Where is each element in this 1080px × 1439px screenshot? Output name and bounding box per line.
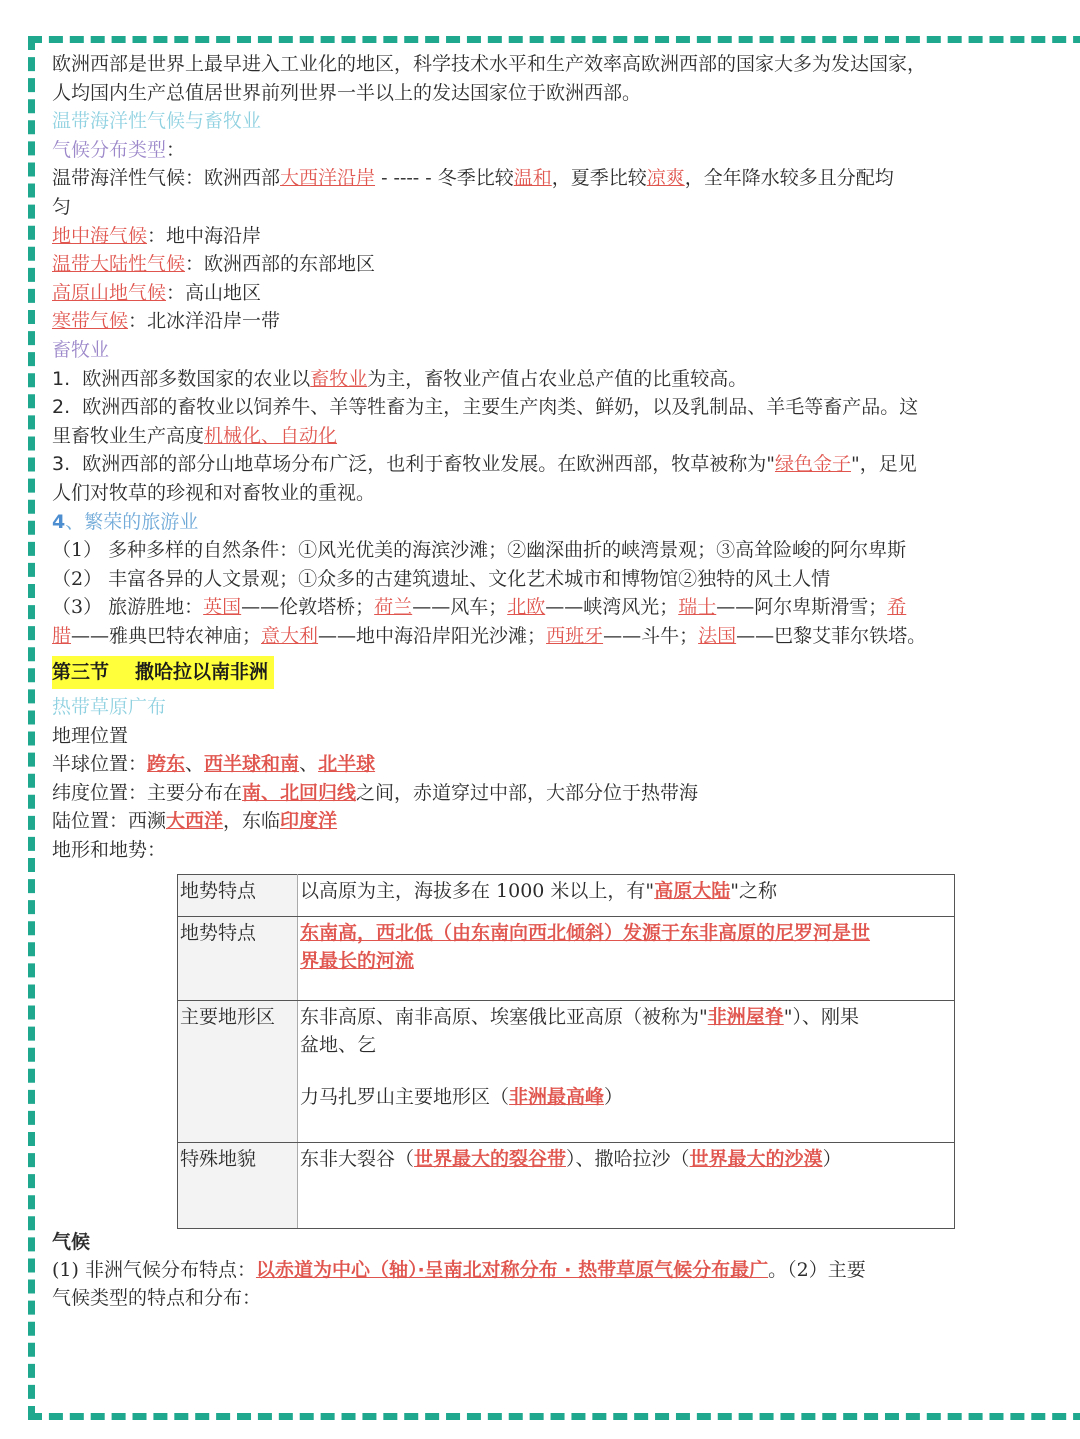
point-text: 欧洲西部的部分山地草场分布广泛，也利于畜牧业发展。在欧洲西部，牧草被称为": [82, 453, 775, 476]
country: 瑞士: [678, 596, 717, 619]
country: 意大利: [261, 624, 319, 647]
country: 英国: [203, 596, 242, 619]
heading-climate-types-label: 气候分布类型: [52, 138, 167, 161]
sight: ——伦敦塔桥；: [241, 596, 375, 619]
climate-region: ：高山地区: [166, 281, 262, 304]
country: 北欧: [507, 596, 546, 619]
row-key: 主要地形区: [178, 1001, 298, 1143]
continental-climate-line: [52, 250, 1052, 279]
label: 纬度位置：主要分布在: [52, 781, 243, 804]
highlight: 印度洋: [280, 810, 338, 833]
country: 西班牙: [546, 624, 604, 647]
cell-line: 盆地、乞: [300, 1034, 377, 1056]
climate-line-1: [52, 1256, 1052, 1284]
cell-highlight: 高原大陆: [654, 880, 731, 902]
table-row: [178, 875, 955, 917]
heading-climate-husbandry: 温带海洋性气候与畜牧业: [52, 110, 262, 133]
alpine-climate-line: [52, 279, 1052, 308]
highlight: 大西洋: [166, 810, 224, 833]
cell-highlight: 世界最大的沙漠: [689, 1148, 823, 1170]
oceanic-highlight: 凉爽: [646, 167, 685, 190]
cold-climate-line: [52, 307, 1052, 336]
section-heading-africa: [52, 656, 274, 689]
point-text: "，足见: [851, 453, 917, 476]
cell-text: 东非高原、南非高原、埃塞俄比亚高原（被称为": [300, 1006, 708, 1028]
separator: 、: [185, 753, 205, 776]
cell-text: 东非大裂谷（: [300, 1148, 415, 1170]
climate-name: 高原山地气候: [52, 281, 167, 304]
heading-climate: 气候: [52, 1231, 91, 1253]
cell-line: [300, 1083, 952, 1111]
highlight: 南、北回归线: [242, 781, 357, 804]
oceanic-text: - ---- - 冬季比较: [375, 167, 514, 190]
text: 之间，赤道穿过中部，大部分位于热带海: [356, 781, 699, 804]
list-number: 3.: [52, 453, 71, 476]
cell-highlight: 东南高，西北低（由东南向西北倾斜）发源于东非高原的尼罗河是世: [300, 922, 871, 944]
highlight: 西半球和南: [204, 753, 300, 776]
tourism-item-3: [52, 593, 1052, 622]
sight: ——雅典巴特农神庙；: [71, 624, 262, 647]
cell-highlight: 非洲最高峰: [509, 1086, 605, 1108]
intro-line-1: 欧洲西部是世界上最早进入工业化的地区，科学技术水平和生产效率高欧洲西部的国家大多为发达国家，: [52, 53, 927, 75]
highlight: 跨东: [147, 753, 186, 776]
point-text: 里畜牧业生产高度: [52, 424, 205, 447]
country: 荷兰: [374, 596, 413, 619]
row-value: [298, 917, 955, 1001]
mediterranean-climate-line: [52, 222, 1052, 251]
table-row: [178, 1001, 955, 1143]
point-text: 欧洲西部多数国家的农业以: [82, 367, 311, 390]
colon: ：: [166, 138, 186, 161]
husbandry-point-1: [52, 365, 1052, 394]
climate-name: 寒带气候: [52, 310, 129, 333]
oceanic-climate-line: [52, 164, 1052, 193]
row-key: 地势特点: [178, 917, 298, 1001]
point-text: 欧洲西部的畜牧业以饲养牛、羊等牲畜为主，主要生产肉类、鲜奶，以及乳制品、羊毛等畜产品。这: [82, 396, 919, 419]
climate-section: [52, 1228, 1052, 1312]
row-value: [298, 875, 955, 917]
heading-number: 4: [52, 510, 66, 533]
text: 。（2）主要: [768, 1259, 866, 1281]
sight: ——斗牛；: [603, 624, 699, 647]
label: (1) 非洲气候分布特点：: [52, 1259, 256, 1281]
cell-text: ）: [822, 1148, 842, 1170]
list-number: 1.: [52, 367, 71, 390]
climate-name: 地中海气候: [52, 224, 148, 247]
row-value: [298, 1143, 955, 1229]
cell-text: "）、刚果: [783, 1006, 860, 1028]
cell-text: ）、撒哈拉沙（: [566, 1148, 690, 1170]
section-number: 第三节: [52, 661, 110, 684]
oceanic-climate-line-2: 匀: [52, 195, 72, 218]
table-row: [178, 917, 955, 1001]
tourism-item-3-cont: [52, 622, 1052, 651]
table-row: [178, 1143, 955, 1229]
tourism-item-2: （2） 丰富各异的人文景观；①众多的古建筑遗址、文化艺术城市和博物馆②独特的风土人情: [52, 567, 831, 590]
row-value: [298, 1001, 955, 1143]
cell-highlight: 非洲屋脊: [707, 1006, 784, 1028]
hemisphere-line: [52, 750, 1052, 779]
list-number: 2.: [52, 396, 71, 419]
cell-text: ）: [604, 1086, 624, 1108]
cell-text: 以高原为主，海拔多在 1000 米以上，有": [300, 880, 655, 902]
europe-section: [52, 50, 1052, 865]
country: 腊: [52, 624, 72, 647]
text: ，东临: [223, 810, 281, 833]
oceanic-label: 温带海洋性气候：欧洲西部: [52, 167, 281, 190]
cell-highlight: 世界最大的裂谷带: [414, 1148, 567, 1170]
separator: 、: [299, 753, 319, 776]
sight: ——阿尔卑斯滑雪；: [716, 596, 888, 619]
point-highlight: 绿色金子: [774, 453, 851, 476]
label: 半球位置：: [52, 753, 148, 776]
sight: ——峡湾风光；: [545, 596, 679, 619]
cell-highlight: 界最长的河流: [300, 950, 415, 972]
cell-line: [300, 1003, 952, 1031]
climate-region: ：地中海沿岸: [147, 224, 262, 247]
row-key: 特殊地貌: [178, 1143, 298, 1229]
highlight: 以赤道为中心（轴）·呈南北对称分布 · 热带草原气候分布最广: [255, 1259, 769, 1281]
climate-region: ：北冰洋沿岸一带: [128, 310, 281, 333]
oceanic-text: ，全年降水较多且分配均: [684, 167, 894, 190]
heading-text: 、繁荣的旅游业: [65, 510, 199, 533]
husbandry-point-2-cont: [52, 422, 1052, 451]
country: 希: [887, 596, 907, 619]
section-title: 撒哈拉以南非洲: [135, 661, 269, 684]
item-label: （3） 旅游胜地：: [52, 596, 204, 619]
land-sea-line: [52, 807, 1052, 836]
sight: ——地中海沿岸阳光沙滩；: [318, 624, 547, 647]
oceanic-text: ，夏季比较: [551, 167, 647, 190]
oceanic-highlight: 大西洋沿岸: [280, 167, 376, 190]
intro-line-2: 人均国内生产总值居世界前列世界一半以上的发达国家位于欧洲西部。: [52, 81, 642, 104]
country: 法国: [698, 624, 737, 647]
oceanic-highlight: 温和: [513, 167, 552, 190]
heading-terrain: 地形和地势：: [52, 839, 167, 862]
heading-climate-types: [52, 136, 1052, 165]
row-key: 地势特点: [178, 875, 298, 917]
latitude-line: [52, 779, 1052, 808]
husbandry-point-3: [52, 450, 1052, 479]
point-text: 为主，畜牧业产值占农业总产值的比重较高。: [367, 367, 748, 390]
climate-name: 温带大陆性气候: [52, 253, 186, 276]
husbandry-point-2: [52, 393, 1052, 422]
tourism-item-1: （1） 多种多样的自然条件：①风光优美的海滨沙滩；②幽深曲折的峡湾景观；③高耸险峻的阿尔卑斯: [52, 539, 907, 562]
cell-text: 力马扎罗山主要地形区（: [300, 1086, 510, 1108]
cell-text: "之称: [730, 880, 777, 902]
highlight: 北半球: [318, 753, 376, 776]
terrain-table: [177, 874, 955, 1229]
climate-line-2: 气候类型的特点和分布：: [52, 1287, 262, 1309]
husbandry-point-3-cont: 人们对牧草的珍视和对畜牧业的重视。: [52, 481, 376, 504]
heading-location: 地理位置: [52, 724, 129, 747]
point-highlight: 机械化、自动化: [204, 424, 338, 447]
climate-region: ：欧洲西部的东部地区: [185, 253, 376, 276]
sight: ——风车；: [412, 596, 508, 619]
label: 陆位置：西濒: [52, 810, 167, 833]
heading-savanna: 热带草原广布: [52, 696, 167, 719]
point-highlight: 畜牧业: [310, 367, 368, 390]
sight: ——巴黎艾菲尔铁塔。: [736, 624, 927, 647]
heading-husbandry: 畜牧业: [52, 338, 110, 361]
heading-tourism: [52, 508, 1052, 537]
